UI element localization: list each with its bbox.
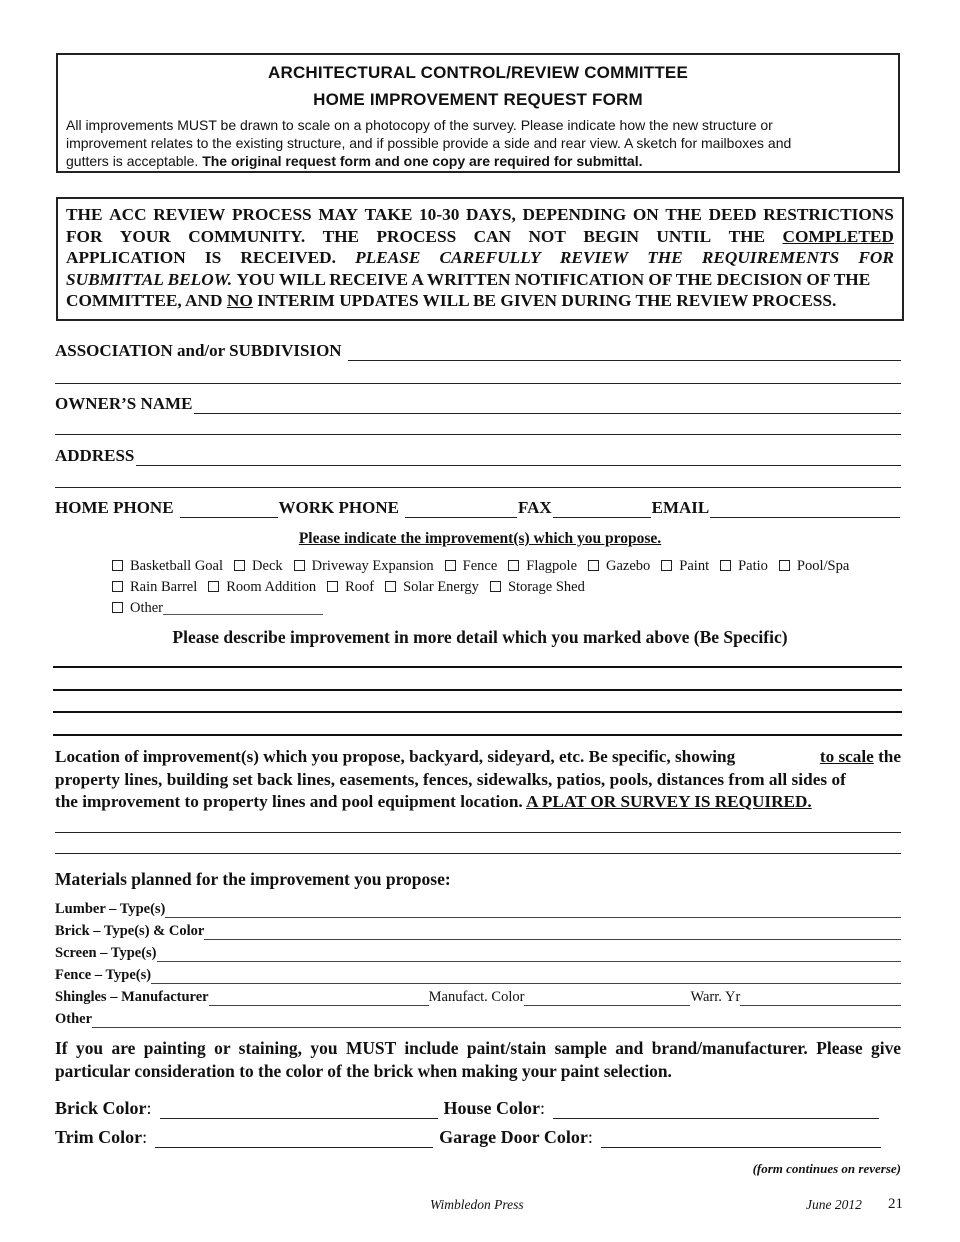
notice-word: RESTRICTIONS	[763, 205, 894, 224]
intro-text: All improvements MUST be drawn to scale on a photocopy of the survey. Please indicate how the new structure or improvement relates to the existing structure, and if possible provide a side and rear view. A sketch for mailboxes and gutters is acceptable. The original request form and one copy are required for submittal.	[66, 117, 792, 169]
checkbox-box[interactable]	[661, 560, 672, 571]
shingles-manufacturer-input-line[interactable]	[209, 993, 429, 1006]
association-extra-line[interactable]	[55, 383, 901, 384]
notice-word: IS	[204, 248, 222, 267]
other-material-input-line[interactable]	[92, 1015, 901, 1028]
notice-word: REVIEW	[559, 248, 629, 267]
notice-word: APPLICATION	[66, 248, 186, 267]
address-input-line[interactable]	[136, 449, 901, 466]
notice-word: PROCESS	[231, 205, 312, 224]
notice-word: COMMUNITY.	[188, 226, 306, 246]
screen-input-line[interactable]	[157, 949, 902, 962]
notice-word: NOT	[528, 226, 566, 246]
email-input-line[interactable]	[710, 501, 900, 518]
shingles-row	[55, 989, 901, 1006]
fax-label: FAX	[517, 498, 552, 517]
fax-input-line[interactable]	[553, 501, 651, 518]
notice-word: DEED	[708, 205, 757, 224]
checkbox-box[interactable]	[112, 602, 123, 613]
checkbox-pool-spa[interactable]: Pool/Spa	[779, 558, 849, 575]
work-phone-label: WORK PHONE	[278, 498, 399, 517]
notice-word: DEPENDING	[522, 205, 627, 224]
describe-prompt: Please describe improvement in more detail which you marked above (Be Specific)	[172, 627, 788, 647]
checkbox-flagpole[interactable]: Flagpole	[508, 558, 577, 575]
screen-label: Screen – Type(s)	[55, 945, 157, 961]
form-header-box	[56, 53, 900, 173]
fence-row	[55, 967, 901, 984]
checkbox-box[interactable]	[720, 560, 731, 571]
brick-row	[55, 923, 901, 940]
brick-color-label: Brick Color	[55, 1098, 147, 1118]
describe-line-4[interactable]	[53, 734, 902, 736]
notice-word: FOR	[66, 226, 103, 246]
notice-word: YOUR	[119, 226, 171, 246]
notice-word: 10-30	[419, 205, 460, 224]
contact-field-row	[55, 498, 901, 518]
location-line-2[interactable]	[55, 853, 901, 854]
house-color-input-line[interactable]	[553, 1102, 879, 1119]
checkbox-box[interactable]	[508, 560, 519, 571]
checkbox-patio[interactable]: Patio	[720, 558, 768, 575]
materials-heading: Materials planned for the improvement you propose:	[55, 869, 451, 889]
warranty-label: Warr. Yr	[690, 989, 741, 1005]
notice-word: RECEIVED.	[240, 248, 336, 267]
checkbox-solar-energy[interactable]: Solar Energy	[385, 579, 479, 596]
checkbox-box[interactable]	[588, 560, 599, 571]
describe-line-3[interactable]	[53, 711, 902, 713]
notice-line-5: COMMITTEE, AND NO INTERIM UPDATES WILL BE GIVEN DURING THE REVIEW PROCESS.	[66, 291, 837, 310]
address-field-row	[55, 446, 901, 466]
checkbox-storage-shed[interactable]: Storage Shed	[490, 579, 585, 596]
checkbox-deck[interactable]: Deck	[234, 558, 283, 575]
notice-line-2	[66, 226, 894, 248]
checkbox-box[interactable]	[490, 581, 501, 592]
checkbox-box[interactable]	[445, 560, 456, 571]
trim-color-label: Trim Color	[55, 1127, 143, 1147]
fence-input-line[interactable]	[151, 971, 901, 984]
address-extra-line[interactable]	[55, 487, 901, 488]
notice-word: ON	[632, 205, 659, 224]
location-instructions: Location of improvement(s) which you propose, backyard, sideyard, etc. Be specific, showing to scale the property lines, building set back lines, easements, fences, sidewalks, patios, pools, distances from all sides of the improvement to property lines and pool equipment location. A PLAT OR SURVEY IS REQUIRED.	[55, 747, 901, 811]
publication-date: June 2012	[806, 1197, 862, 1212]
notice-word: THE	[647, 248, 683, 267]
checkbox-box[interactable]	[327, 581, 338, 592]
owner-field-row	[55, 394, 901, 414]
brick-color-input-line[interactable]	[160, 1102, 438, 1119]
form-title: HOME IMPROVEMENT REQUEST FORM	[313, 90, 643, 109]
notice-word: PLEASE	[355, 248, 421, 267]
garage-door-color-label: Garage Door Color	[439, 1127, 588, 1147]
continues-note: (form continues on reverse)	[752, 1161, 901, 1176]
checkbox-box[interactable]	[112, 581, 123, 592]
address-label: ADDRESS	[55, 446, 135, 465]
checkbox-driveway-expansion[interactable]: Driveway Expansion	[294, 558, 434, 575]
describe-line-2[interactable]	[53, 689, 902, 691]
manufact-color-label: Manufact. Color	[428, 989, 525, 1005]
owner-extra-line[interactable]	[55, 434, 901, 435]
other-input-line[interactable]	[163, 602, 323, 615]
association-input-line[interactable]	[348, 344, 901, 361]
improvement-checkbox-row-3	[112, 600, 334, 617]
notice-line-3	[66, 247, 894, 269]
notice-word: THE	[728, 226, 766, 246]
notice-word: REVIEW	[153, 205, 226, 224]
brick-label: Brick – Type(s) & Color	[55, 923, 205, 939]
notice-word: FOR	[858, 248, 894, 267]
home-phone-input-line[interactable]	[180, 501, 278, 518]
checkbox-rain-barrel[interactable]: Rain Barrel	[112, 579, 197, 596]
email-label: EMAIL	[651, 498, 710, 517]
improvement-checkbox-row-2	[112, 579, 596, 596]
notice-word: PROCESS	[376, 226, 457, 246]
checkbox-roof[interactable]: Roof	[327, 579, 374, 596]
brick-color-row: Brick Color : House Color :	[55, 1098, 885, 1119]
notice-word: REQUIREMENTS	[701, 248, 840, 267]
checkbox-box[interactable]	[779, 560, 790, 571]
improvement-prompt: Please indicate the improvement(s) which you propose.	[298, 530, 662, 547]
home-phone-label: HOME PHONE	[55, 498, 174, 517]
screen-row	[55, 945, 901, 962]
notice-word: TAKE	[364, 205, 413, 224]
notice-word: THE	[322, 226, 360, 246]
notice-word: DAYS,	[466, 205, 516, 224]
owner-name-input-line[interactable]	[194, 397, 901, 414]
review-process-notice	[56, 197, 904, 321]
checkbox-box[interactable]	[112, 560, 123, 571]
garage-door-color-input-line[interactable]	[601, 1131, 881, 1148]
describe-line-1[interactable]	[53, 666, 902, 668]
work-phone-input-line[interactable]	[405, 501, 517, 518]
checkbox-other[interactable]: Other	[112, 600, 323, 617]
notice-line-4: SUBMITTAL BELOW. YOU WILL RECEIVE A WRITTEN NOTIFICATION OF THE DECISION OF THE	[66, 269, 871, 289]
painting-instructions: If you are painting or staining, you MUST include paint/stain sample and brand/manufacturer. Please give particular consideration to the color of the brick when making your paint selection.	[55, 1038, 901, 1081]
checkbox-gazebo[interactable]: Gazebo	[588, 558, 650, 575]
checkbox-box[interactable]	[385, 581, 396, 592]
lumber-row	[55, 901, 901, 918]
lumber-label: Lumber – Type(s)	[55, 901, 166, 917]
improvement-checkbox-row-1	[112, 558, 860, 575]
notice-word: COMPLETED	[782, 226, 894, 246]
notice-word: THE	[66, 205, 103, 224]
house-color-label: House Color	[443, 1098, 541, 1118]
committee-title: ARCHITECTURAL CONTROL/REVIEW COMMITTEE	[268, 63, 688, 82]
trim-color-input-line[interactable]	[155, 1131, 433, 1148]
other-material-row	[55, 1011, 901, 1028]
brick-input-line[interactable]	[204, 927, 901, 940]
checkbox-box[interactable]	[234, 560, 245, 571]
checkbox-room-addition[interactable]: Room Addition	[208, 579, 316, 596]
notice-word: CAREFULLY	[439, 248, 541, 267]
notice-word: BEGIN	[583, 226, 640, 246]
page-number: 21	[888, 1196, 903, 1212]
notice-word: THE	[665, 205, 702, 224]
warranty-input-line[interactable]	[740, 993, 901, 1006]
association-label: ASSOCIATION and/or SUBDIVISION	[55, 341, 342, 360]
fence-label: Fence – Type(s)	[55, 967, 152, 983]
lumber-input-line[interactable]	[165, 905, 901, 918]
manufact-color-input-line[interactable]	[524, 993, 690, 1006]
owner-name-label: OWNER’S NAME	[55, 394, 193, 413]
association-field-row	[55, 341, 901, 361]
checkbox-box[interactable]	[294, 560, 305, 571]
checkbox-basketball-goal[interactable]: Basketball Goal	[112, 558, 223, 575]
shingles-label: Shingles – Manufacturer	[55, 989, 209, 1005]
notice-word: MAY	[318, 205, 359, 224]
trim-color-row: Trim Color : Garage Door Color :	[55, 1127, 887, 1148]
notice-line-1	[66, 204, 894, 226]
publisher-name: Wimbledon Press	[430, 1197, 524, 1212]
other-material-label: Other	[55, 1011, 93, 1027]
checkbox-paint[interactable]: Paint	[661, 558, 709, 575]
notice-word: CAN	[473, 226, 512, 246]
checkbox-box[interactable]	[208, 581, 219, 592]
notice-word: ACC	[109, 205, 147, 224]
checkbox-fence[interactable]: Fence	[445, 558, 498, 575]
location-line-1[interactable]	[55, 832, 901, 833]
notice-word: UNTIL	[656, 226, 712, 246]
